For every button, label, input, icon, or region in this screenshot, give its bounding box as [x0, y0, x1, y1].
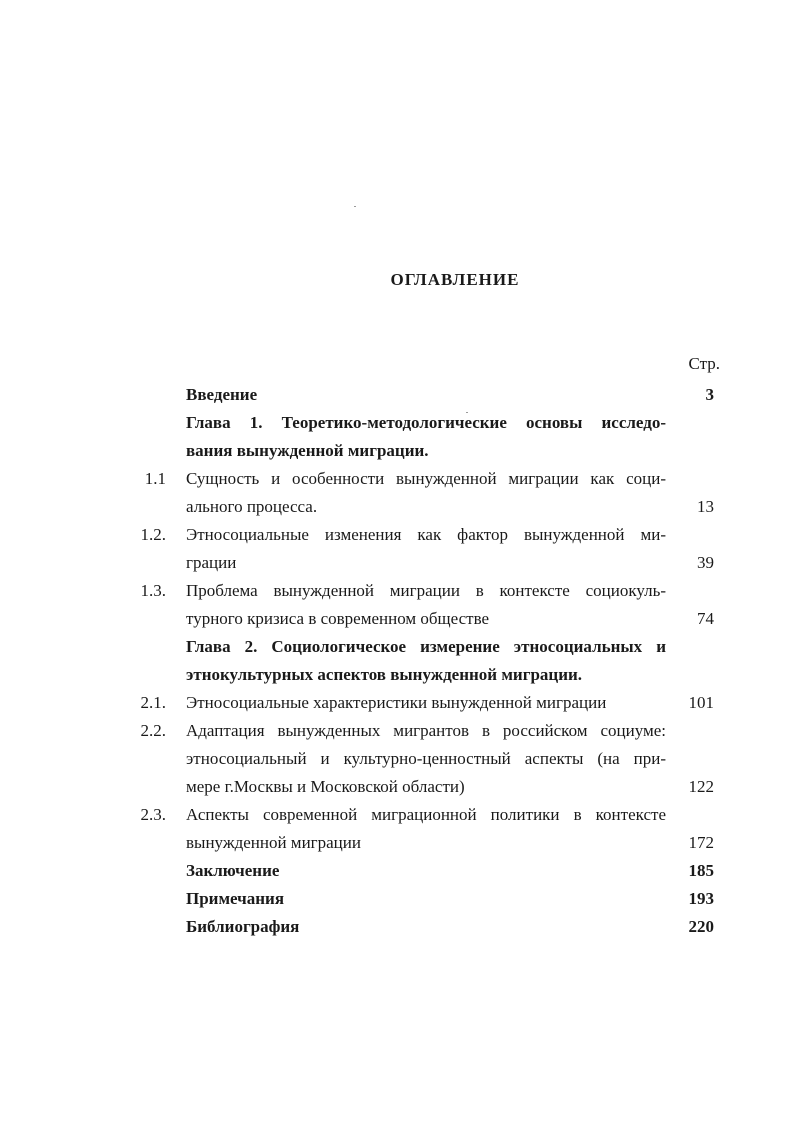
page-title: ОГЛАВЛЕНИЕ — [390, 270, 520, 289]
toc-entry-number: 1.1 — [144, 469, 166, 488]
toc-entry-number: 2.3. — [140, 805, 166, 824]
toc-entry-number: 1.2. — [140, 525, 166, 544]
pages-column-heading: Стр. — [688, 354, 720, 373]
toc-entry-number: 2.2. — [140, 721, 166, 740]
scan-speck — [354, 206, 356, 207]
toc-line — [0, 745, 793, 773]
toc-entry-text: Аспекты современной миграционной политики в контексте — [186, 805, 666, 824]
toc-page-number: 3 — [705, 385, 714, 404]
toc-line — [0, 577, 793, 605]
toc-line — [0, 689, 793, 717]
toc-entry-text: Введение — [186, 385, 258, 404]
toc-line — [0, 633, 793, 661]
toc-line — [0, 381, 793, 409]
toc-page-number: 13 — [697, 497, 714, 516]
toc-page-number: 101 — [688, 693, 714, 712]
toc-line — [0, 605, 793, 633]
toc-entry-text: Глава 1. Теоретико-методологические основы исследо- — [186, 413, 666, 432]
toc-line — [0, 493, 793, 521]
toc-entry-text: Библиография — [186, 917, 300, 936]
toc-entry-text: Этносоциальные характеристики вынужденной миграции — [186, 693, 607, 712]
toc-entry-text: Проблема вынужденной миграции в контексте социокуль- — [186, 581, 666, 600]
toc-entry-text: турного кризиса в современном обществе — [186, 609, 490, 628]
toc-line — [0, 717, 793, 745]
toc-line — [0, 465, 793, 493]
toc-entry-text: этносоциальный и культурно-ценностный аспекты (на при- — [186, 749, 666, 768]
toc-line — [0, 913, 793, 941]
toc-page-number: 172 — [688, 833, 714, 852]
toc-entry-text: Этносоциальные изменения как фактор вынужденной ми- — [186, 525, 666, 544]
table-of-contents — [0, 381, 793, 941]
toc-entry-text: вания вынужденной миграции. — [186, 441, 429, 460]
toc-line — [0, 549, 793, 577]
toc-entry-text: Примечания — [186, 889, 285, 908]
toc-line — [0, 801, 793, 829]
toc-page-number: 74 — [697, 609, 714, 628]
toc-line — [0, 829, 793, 857]
toc-entry-text: грации — [186, 553, 237, 572]
toc-entry-text: мере г.Москвы и Московской области) — [186, 777, 465, 796]
toc-line — [0, 661, 793, 689]
toc-entry-text: Глава 2. Социологическое измерение этносоциальных и — [186, 637, 666, 656]
toc-entry-text: ального процесса. — [186, 497, 318, 516]
toc-line — [0, 521, 793, 549]
toc-line — [0, 773, 793, 801]
toc-line — [0, 409, 793, 437]
toc-entry-text: Сущность и особенности вынужденной миграции как соци- — [186, 469, 666, 488]
toc-page-number: 220 — [688, 917, 714, 936]
toc-entry-text: этнокультурных аспектов вынужденной миграции. — [186, 665, 583, 684]
toc-entry-number: 1.3. — [140, 581, 166, 600]
toc-line — [0, 437, 793, 465]
toc-page-number: 122 — [688, 777, 714, 796]
toc-line — [0, 857, 793, 885]
toc-entry-text: вынужденной миграции — [186, 833, 361, 852]
toc-entry-text: Адаптация вынужденных мигрантов в российском социуме: — [186, 721, 666, 740]
toc-entry-text: Заключение — [186, 861, 280, 880]
toc-page-number: 39 — [697, 553, 714, 572]
toc-page-number: 193 — [688, 889, 714, 908]
toc-line — [0, 885, 793, 913]
toc-page-number: 185 — [688, 861, 714, 880]
toc-entry-number: 2.1. — [140, 693, 166, 712]
